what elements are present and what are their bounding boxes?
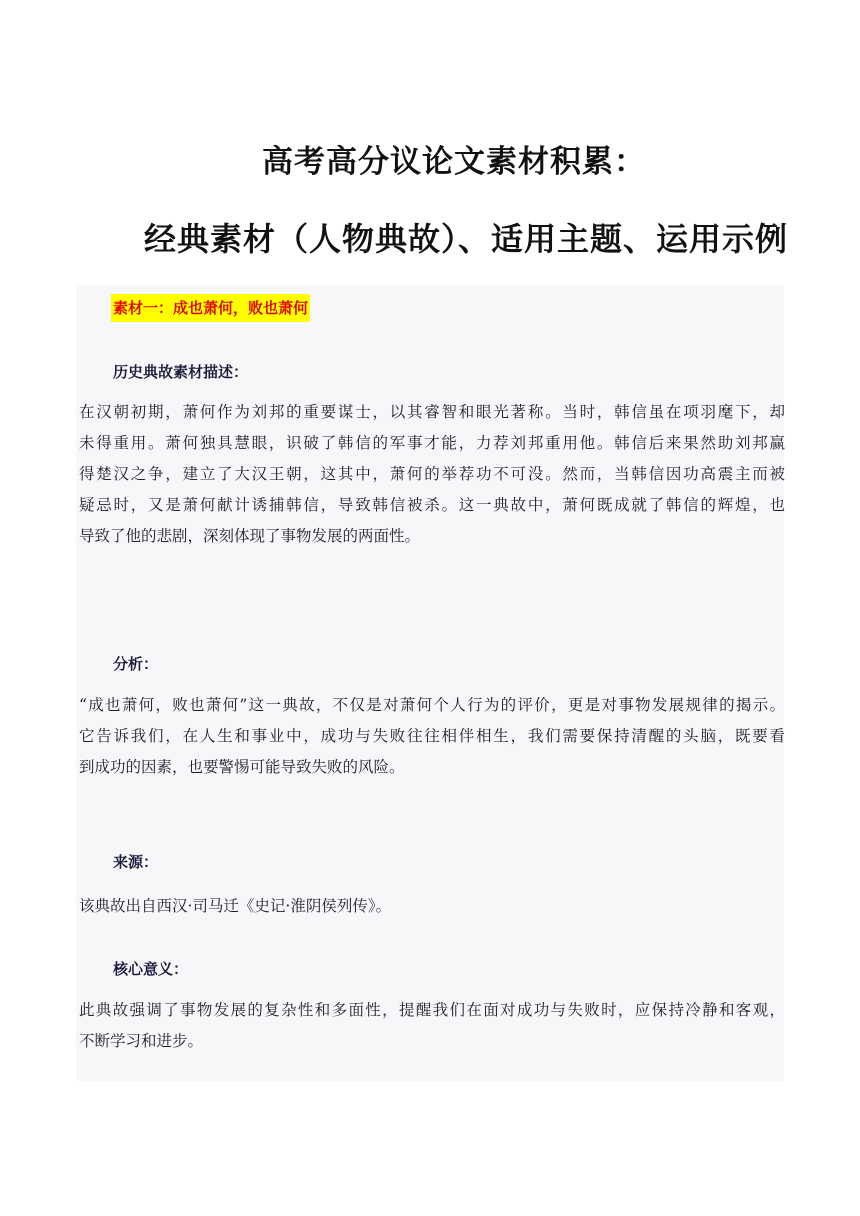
paragraph-line: 该典故出自西汉·司马迁《史记·淮阴侯列传》。	[79, 897, 392, 915]
paragraph-line: 到成功的因素，也要警惕可能导致失败的风险。	[79, 758, 405, 776]
paragraph-line: “成也萧何，败也萧何”这一典故，不仅是对萧何个人行为的评价，更是对事物发展规律的揭示。	[79, 696, 785, 714]
paragraph-line: 疑忌时，又是萧何献计诱捕韩信，导致韩信被杀。这一典故中，萧何既成就了韩信的辉煌，也	[79, 496, 785, 514]
section-heading-analysis: 分析：	[113, 655, 159, 673]
document-title-line-2: 经典素材（人物典故）、适用主题、运用示例	[144, 220, 789, 258]
paragraph-line: 它告诉我们，在人生和事业中，成功与失败往往相伴相生，我们需要保持清醒的头脑，既要看	[79, 727, 785, 745]
section-heading-core-meaning: 核心意义：	[113, 960, 189, 978]
paragraph-line: 不断学习和进步。	[79, 1032, 204, 1050]
section-paragraph-core-meaning	[79, 995, 785, 1057]
paragraph-line: 得楚汉之争，建立了大汉王朝，这其中，萧何的举荐功不可没。然而，当韩信因功高震主而被	[79, 465, 785, 483]
section-heading-description: 历史典故素材描述：	[113, 363, 249, 381]
material-tag-highlight: 素材一：成也萧何，败也萧何	[111, 294, 310, 322]
section-paragraph-source	[79, 891, 785, 922]
document-title-line-1: 高考高分议论文素材积累：	[262, 144, 646, 180]
section-paragraph-analysis	[79, 690, 785, 783]
paragraph-line: 未得重用。萧何独具慧眼，识破了韩信的军事才能，力荐刘邦重用他。韩信后来果然助刘邦赢	[79, 434, 785, 452]
paragraph-line: 此典故强调了事物发展的复杂性和多面性，提醒我们在面对成功与失败时，应保持冷静和客观，	[79, 1001, 785, 1019]
paragraph-line: 导致了他的悲剧，深刻体现了事物发展的两面性。	[79, 527, 421, 545]
section-heading-source: 来源：	[113, 853, 159, 871]
paragraph-line: 在汉朝初期，萧何作为刘邦的重要谋士，以其睿智和眼光著称。当时，韩信虽在项羽麾下，却	[79, 403, 785, 421]
section-paragraph-description	[79, 397, 785, 552]
